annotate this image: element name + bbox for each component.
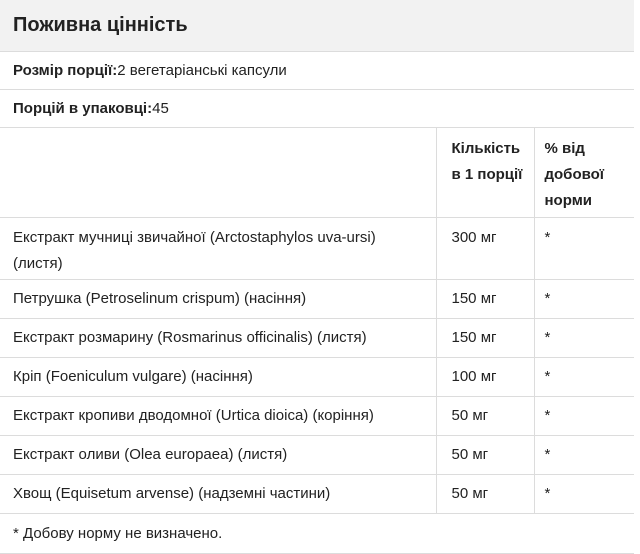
serving-size-label: Розмір порції: — [13, 62, 118, 79]
ingredient-name: Екстракт кропиви дводомної (Urtica dioica) (коріння) — [0, 396, 436, 435]
nutrition-table — [0, 128, 634, 514]
dv-header-line-3: норми — [544, 192, 593, 209]
ingredient-name: Петрушка (Petroselinum crispum) (насіння) — [0, 279, 436, 318]
serving-size-value: 2 вегетаріанські капсули — [117, 62, 287, 79]
dv-header-line-1: % від — [544, 140, 585, 157]
serving-size-row — [0, 52, 634, 90]
table-header-row — [0, 128, 634, 217]
ingredient-daily-value: * — [534, 435, 634, 474]
ingredient-amount: 50 мг — [436, 474, 534, 513]
ingredient-daily-value: * — [534, 217, 634, 279]
servings-per-container-row — [0, 90, 634, 128]
ingredient-amount: 100 мг — [436, 357, 534, 396]
servings-per-container-value: 45 — [152, 100, 169, 117]
table-row — [0, 357, 634, 396]
ingredient-daily-value: * — [534, 474, 634, 513]
amount-header-line-1: Кількість — [451, 140, 521, 157]
ingredient-amount: 150 мг — [436, 279, 534, 318]
table-row — [0, 217, 634, 279]
ingredient-amount: 150 мг — [436, 318, 534, 357]
table-row — [0, 474, 634, 513]
table-row — [0, 279, 634, 318]
footnote: * Добову норму не визначено. — [0, 514, 634, 554]
daily-value-column-header — [534, 128, 634, 217]
ingredient-daily-value: * — [534, 279, 634, 318]
dv-header-line-2: добової — [544, 166, 605, 183]
ingredient-daily-value: * — [534, 318, 634, 357]
ingredient-amount: 50 мг — [436, 435, 534, 474]
ingredient-name: Екстракт оливи (Olea europaea) (листя) — [0, 435, 436, 474]
ingredient-name: Кріп (Foeniculum vulgare) (насіння) — [0, 357, 436, 396]
amount-header-line-2: в 1 порції — [451, 166, 523, 183]
ingredient-amount: 300 мг — [436, 217, 534, 279]
ingredient-daily-value: * — [534, 396, 634, 435]
ingredient-name: Екстракт мучниці звичайної (Arctostaphylos uva-ursi) (листя) — [0, 217, 436, 279]
ingredient-amount: 50 мг — [436, 396, 534, 435]
servings-per-container-label: Порцій в упаковці: — [13, 100, 153, 117]
ingredient-name: Хвощ (Equisetum arvense) (надземні частини) — [0, 474, 436, 513]
amount-column-header — [436, 128, 534, 217]
table-row — [0, 318, 634, 357]
table-row — [0, 435, 634, 474]
ingredient-daily-value: * — [534, 357, 634, 396]
table-row — [0, 396, 634, 435]
ingredient-column-header — [0, 128, 436, 217]
ingredient-name: Екстракт розмарину (Rosmarinus officinalis) (листя) — [0, 318, 436, 357]
panel-title: Поживна цінність — [0, 0, 634, 52]
